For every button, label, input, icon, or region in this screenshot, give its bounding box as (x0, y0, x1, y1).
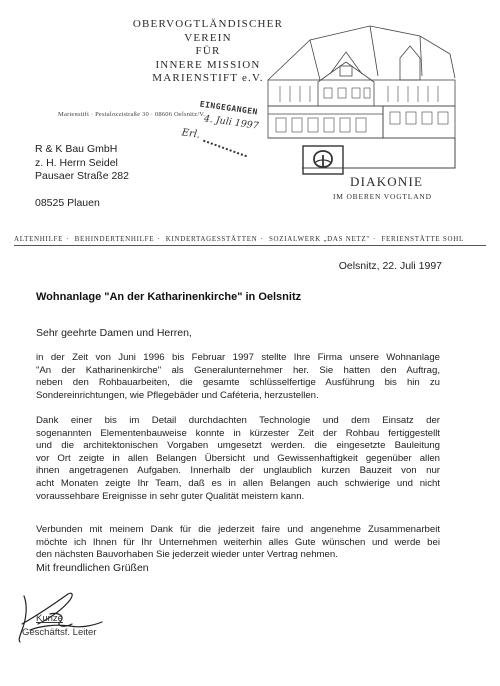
division-item: KINDERTAGESSTÄTTEN (165, 235, 258, 243)
diakonie-logo-icon (302, 145, 344, 175)
body-paragraph-1 (36, 352, 440, 402)
paragraph-line: "An der Katharinenkirche" als Generalunternehmer her. Sie hatten den Auftrag, (36, 364, 440, 376)
paragraph-line: vor Ort zeigte in allen Belangen Übersicht und Gewissenhaftigkeit gegenüber allen (36, 452, 440, 464)
signatory-name: Kunze (36, 613, 63, 624)
recipient-address (35, 143, 129, 210)
stamp-date: 4. Juli 1997 (203, 113, 260, 132)
body-paragraph-3 (36, 524, 440, 562)
recipient-city: 08525 Plauen (35, 196, 100, 209)
stamp-note: Erl. (180, 127, 201, 141)
recipient-street: Pausaer Straße 282 (35, 170, 129, 182)
division-item: ALTENHILFE (14, 235, 64, 243)
divisions-bar: ALTENHILFE · BEHINDERTENHILFE · KINDERTAGESSTÄTTEN · SOZIALWERK „DAS NETZ" · FERIENSTÄTTE SOHL (14, 235, 486, 246)
closing: Mit freundlichen Grüßen (36, 562, 149, 574)
paragraph-line: den nächsten Bauvorhaben Sie jederzeit wieder unter Vertrag nehmen. (36, 549, 338, 561)
body-paragraph-2 (36, 415, 440, 503)
paragraph-line: und die architektonischen Vorgaben umgesetzt werden. die eingesetzte Bauleitung (36, 440, 440, 452)
paragraph-line: Verbunden mit meinem Dank für die jederzeit faire und angenehme Zusammenarbeit (36, 524, 440, 535)
paragraph-line: möchte ich Ihnen für Ihr Unternehmen weiterhin alles Gute wünschen und werde bei (36, 536, 440, 548)
salutation: Sehr geehrte Damen und Herren, (36, 327, 192, 339)
division-item: BEHINDERTENHILFE (74, 235, 155, 243)
signatory-title: Geschäftsf. Leiter (22, 627, 97, 638)
paragraph-line: ihnen angetragenen Aufgaben. Innerhalb der unglaublich kurzen Bauzeit von nur (36, 465, 440, 477)
received-stamp (180, 99, 274, 170)
paragraph-line: sogenannten Elementenbauweise konnte in kürzester Zeit der Rohbau fertiggestellt (36, 427, 440, 439)
diakonie-name: DIAKONIE (350, 174, 424, 189)
building-illustration (250, 18, 466, 180)
org-line: INNERE MISSION (155, 58, 261, 71)
division-item: FERIENSTÄTTE SOHL (381, 235, 464, 243)
paragraph-line: neben den Rohbauarbeiten, die gesamte schlüsselfertige Ausführung bis hin zu (36, 377, 440, 389)
paragraph-line: acht Monaten zeigte Ihr Team, daß es in allen Belangen auch schwierige und nicht (36, 477, 440, 489)
paragraph-line: Sondereinrichtungen, wie Pflegebäder und Caféteria, herzustellen. (36, 389, 319, 401)
letter-date: Oelsnitz, 22. Juli 1997 (338, 260, 442, 272)
letter-subject: Wohnanlage "An der Katharinenkirche" in Oelsnitz (36, 291, 302, 303)
recipient-company: R & K Bau GmbH (35, 143, 118, 155)
paragraph-line: in der Zeit von Juni 1996 bis Februar 1997 stellte Ihre Firma unsere Wohnanlage (36, 352, 440, 363)
stamp-label: EINGEGANGEN (199, 99, 259, 117)
org-line: VEREIN (184, 31, 232, 44)
recipient-attention: z. H. Herrn Seidel (35, 156, 118, 169)
org-line: OBERVOGTLÄNDISCHER (132, 18, 284, 30)
org-line: MARIENSTIFT e.V. (152, 72, 264, 84)
division-item: SOZIALWERK „DAS NETZ" (268, 235, 370, 243)
paragraph-line: Dank einer bis im Detail durchdachten Technologie und dem Einsatz der (36, 415, 440, 426)
stamp-dotted-line (203, 140, 247, 158)
diakonie-subtitle: IM OBEREN VOGTLAND (333, 192, 432, 201)
sender-return-address: Marienstift · Pestalozzistraße 30 · 08606 Oelsnitz/V. (58, 111, 206, 118)
org-line: FÜR (195, 45, 221, 57)
paragraph-line: voraussehbare Ereignisse in sehr guter Qualität meistern kann. (36, 490, 305, 502)
